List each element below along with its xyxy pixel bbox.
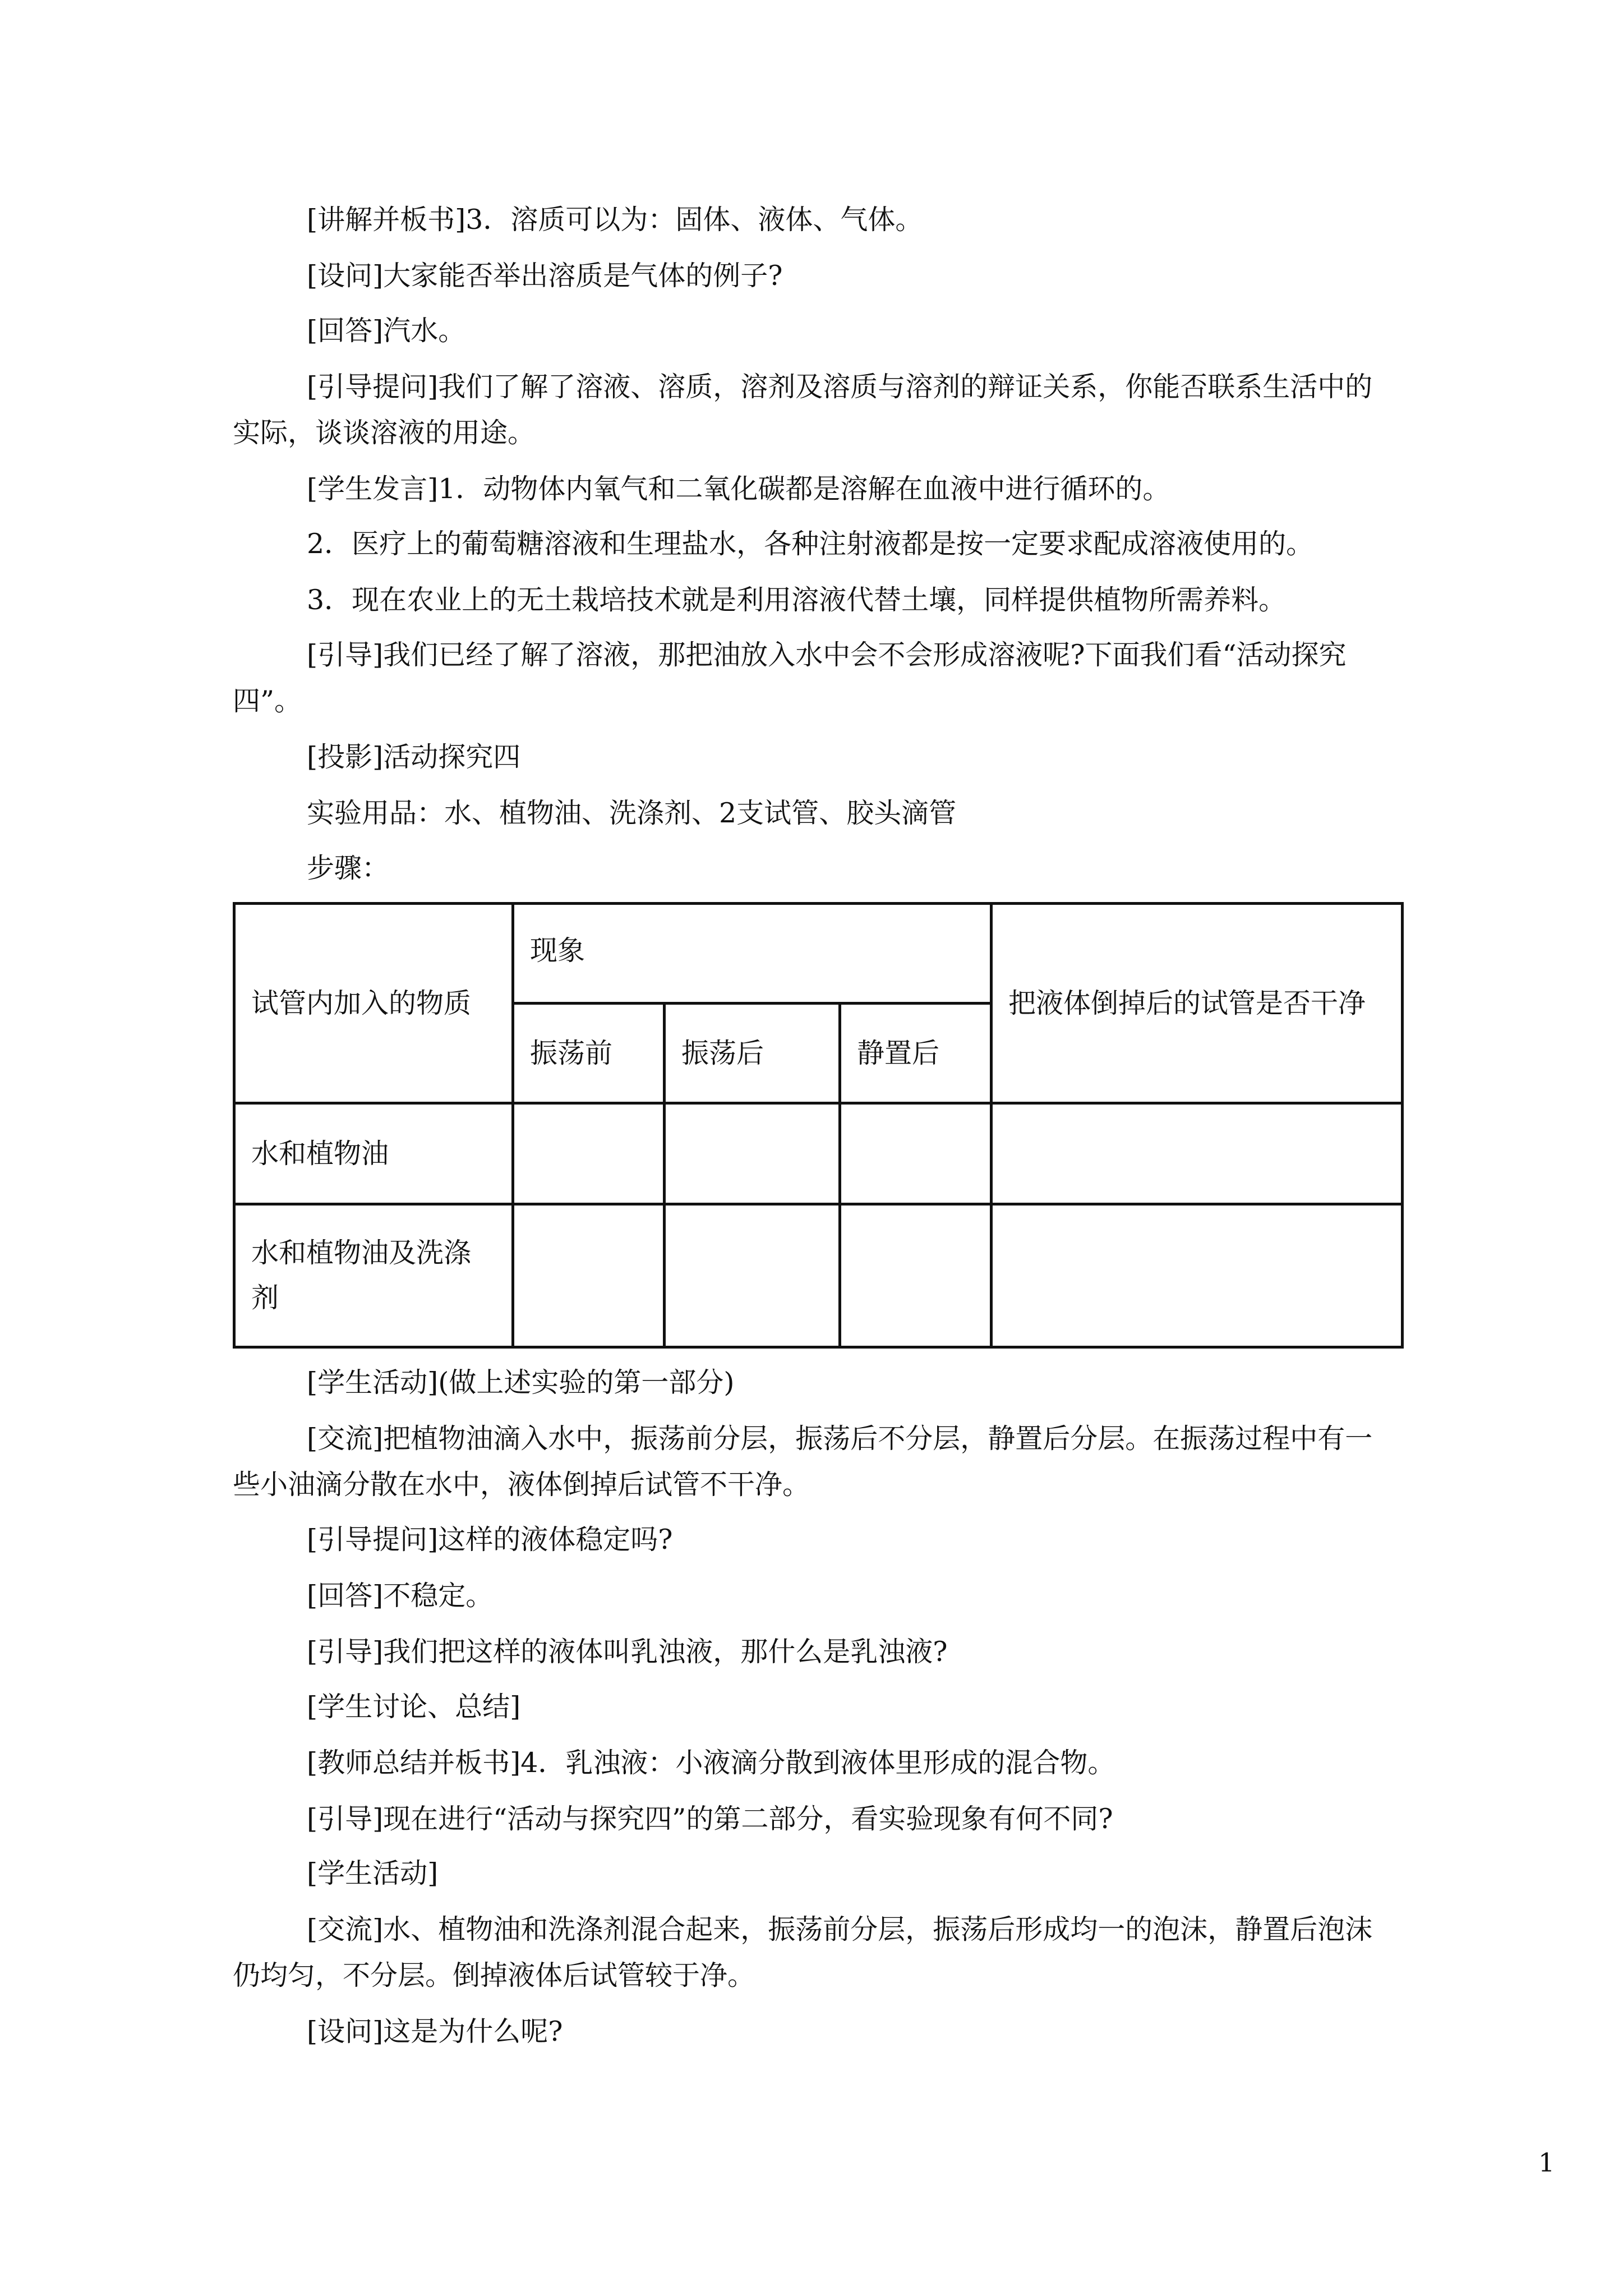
paragraph-student-speech-3: 3．现在农业上的无土栽培技术就是利用溶液代替土壤，同样提供植物所需养料。 [307,584,1287,616]
table-cell [513,1103,665,1204]
paragraph-exchange-2-line2: 仍均匀，不分层。倒掉液体后试管较于净。 [233,1959,755,1991]
experiment-table [233,902,1404,1349]
row-label-water-oil-detergent [234,1204,513,1347]
paragraph-guide-question-line1: [引导提问]我们了解了溶液、溶质，溶剂及溶质与溶剂的辩证关系，你能否联系生活中的 [307,371,1373,403]
subheader-before-shaking: 振荡前 [513,1004,665,1103]
paragraph-projection-activity: [投影]活动探究四 [307,741,521,773]
table-cell [992,1204,1403,1347]
table-cell [840,1103,992,1204]
table-cell [665,1204,840,1347]
paragraph-student-speech-1: [学生发言]1．动物体内氧气和二氧化碳都是溶解在血液中进行循环的。 [307,473,1170,505]
paragraph-steps: 步骤： [307,852,390,884]
paragraph-materials: 实验用品：水、植物油、洗涤剂、2支试管、胶头滴管 [307,797,957,829]
paragraph-teacher-summary: [教师总结并板书]4．乳浊液：小液滴分散到液体里形成的混合物。 [307,1747,1115,1779]
table-row [234,1204,1403,1347]
subheader-after-standing: 静置后 [840,1004,992,1103]
paragraph-guide-stable: [引导提问]这样的液体稳定吗? [307,1524,673,1556]
row-label-line1: 水和植物油及洗涤 [251,1237,472,1269]
paragraph-guide-question-line2: 实际，谈谈溶液的用途。 [233,417,536,449]
paragraph-question-why: [设问]这是为什么呢? [307,2016,563,2047]
paragraph-exchange-1-line1: [交流]把植物油滴入水中，振荡前分层，振荡后不分层，静置后分层。在振荡过程中有一 [307,1423,1373,1455]
paragraph-explain-solute: [讲解并板书]3．溶质可以为：固体、液体、气体。 [307,204,923,236]
table-cell [840,1204,992,1347]
header-substances: 试管内加入的物质 [234,904,513,1103]
paragraph-student-activity-2: [学生活动] [307,1857,439,1889]
paragraph-student-discussion: [学生讨论、总结] [307,1691,521,1723]
page-number: 1 [1538,2147,1555,2178]
row-label-line2: 剂 [251,1282,279,1314]
table-cell [992,1103,1403,1204]
paragraph-guide-part2: [引导]现在进行“活动与探究四”的第二部分，看实验现象有何不同? [307,1803,1113,1835]
paragraph-guide-oil-line1: [引导]我们已经了解了溶液，那把油放入水中会不会形成溶液呢?下面我们看“活动探究 [307,639,1347,671]
table-cell [665,1103,840,1204]
paragraph-answer-soda: [回答]汽水。 [307,315,466,347]
paragraph-answer-unstable: [回答]不稳定。 [307,1580,494,1612]
row-label-water-oil: 水和植物油 [234,1103,513,1204]
table-cell [513,1204,665,1347]
table-row [234,1103,1403,1204]
paragraph-student-activity-1: [学生活动](做上述实验的第一部分) [307,1366,735,1398]
header-tube-clean: 把液体倒掉后的试管是否干净 [992,904,1403,1103]
paragraph-exchange-1-line2: 些小油滴分散在水中，液体倒掉后试管不干净。 [233,1469,810,1501]
paragraph-question-gas-solute: [设问]大家能否举出溶质是气体的例子? [307,260,783,292]
header-phenomenon: 现象 [513,904,992,1004]
paragraph-student-speech-2: 2．医疗上的葡萄糖溶液和生理盐水，各种注射液都是按一定要求配成溶液使用的。 [307,528,1314,560]
paragraph-guide-oil-line2: 四”。 [233,685,302,717]
paragraph-guide-emulsion: [引导]我们把这样的液体叫乳浊液，那什么是乳浊液? [307,1636,948,1668]
subheader-after-shaking: 振荡后 [665,1004,840,1103]
paragraph-exchange-2-line1: [交流]水、植物油和洗涤剂混合起来，振荡前分层，振荡后形成均一的泡沫，静置后泡沫 [307,1913,1373,1945]
